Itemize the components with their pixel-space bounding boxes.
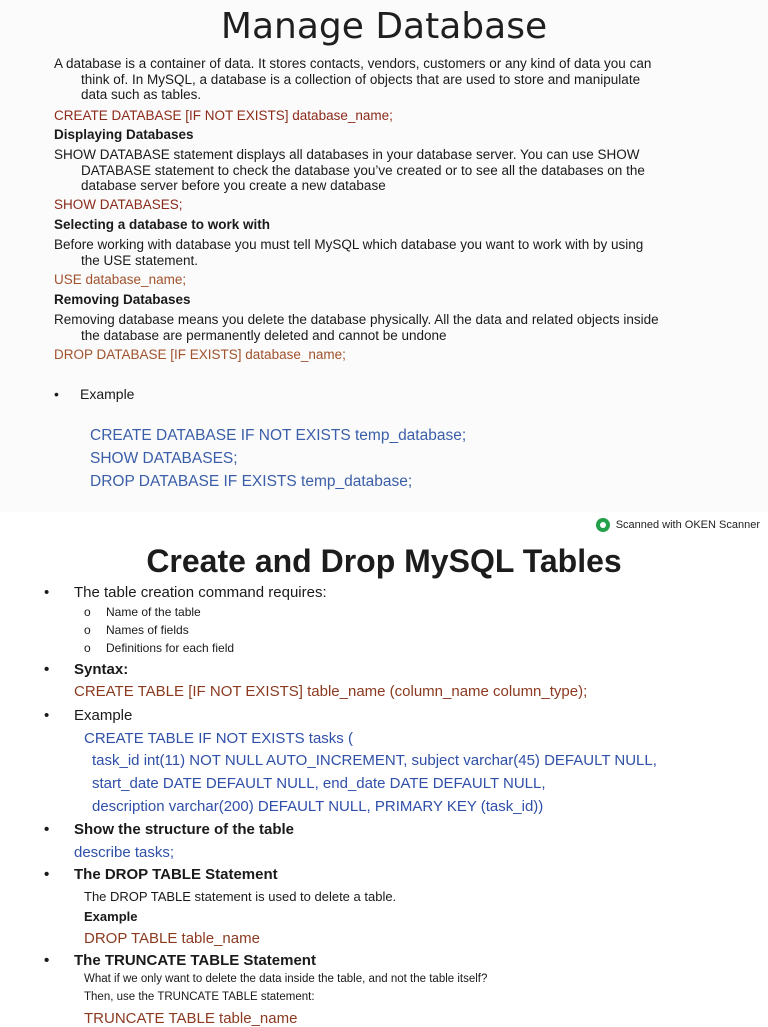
- display-line-3: database server before you create a new database: [81, 178, 386, 193]
- remove-paragraph: [54, 312, 744, 343]
- example-code-line: CREATE TABLE IF NOT EXISTS tasks (: [84, 730, 353, 747]
- requirement-item: o Name of the table: [84, 605, 201, 619]
- heading-displaying-databases: Displaying Databases: [54, 127, 194, 142]
- bullet-icon: •: [44, 707, 50, 724]
- intro-line-2: think of. In MySQL, a database is a collection of objects that are used to store and manipulate: [81, 71, 641, 87]
- example-code-line: description varchar(200) DEFAULT NULL, PRIMARY KEY (task_id)): [92, 798, 544, 815]
- circle-bullet-icon: o: [84, 623, 91, 637]
- drop-database-syntax: DROP DATABASE [IF EXISTS] database_name;: [54, 347, 346, 362]
- structure-label: Show the structure of the table: [74, 821, 295, 838]
- intro-line-1: A database is a container of data. It stores contacts, vendors, customers or any kind of data you can: [54, 56, 652, 71]
- example-label: Example: [80, 386, 135, 402]
- bullet-icon: •: [44, 866, 50, 883]
- bullet-icon: •: [44, 821, 50, 838]
- requirement-item: o Names of fields: [84, 623, 189, 637]
- example-label: Example: [74, 707, 133, 724]
- drop-table-description: The DROP TABLE statement is used to delete a table.: [84, 889, 397, 904]
- scanner-watermark: [596, 518, 760, 532]
- bullet-icon: •: [54, 386, 59, 402]
- truncate-description-line-2: Then, use the TRUNCATE TABLE statement:: [84, 991, 315, 1003]
- scanner-text: Scanned with OKEN Scanner: [615, 519, 760, 531]
- page-title: Manage Database: [220, 6, 548, 47]
- example-code-line: CREATE DATABASE IF NOT EXISTS temp_database;: [90, 427, 467, 444]
- requirements-label: The table creation command requires:: [74, 584, 327, 601]
- show-databases-syntax: SHOW DATABASES;: [54, 197, 183, 212]
- circle-bullet-icon: o: [84, 605, 91, 619]
- drop-table-label: The DROP TABLE Statement: [74, 866, 278, 883]
- heading-removing-databases: Removing Databases: [54, 292, 191, 307]
- intro-paragraph: [54, 56, 744, 103]
- select-line-1: Before working with database you must tell MySQL which database you want to work with by using: [54, 237, 644, 252]
- example-bullet: [54, 386, 134, 402]
- syntax-label: Syntax:: [74, 661, 129, 678]
- remove-line-2: the database are permanently deleted and cannot be undone: [81, 327, 447, 343]
- truncate-table-syntax: TRUNCATE TABLE table_name: [84, 1010, 298, 1027]
- example-code-line: DROP DATABASE IF EXISTS temp_database;: [90, 473, 413, 490]
- requirements-bullet: [44, 584, 327, 601]
- remove-line-1: Removing database means you delete the database physically. All the data and related objects inside: [54, 312, 659, 327]
- truncate-table-bullet: [44, 952, 316, 969]
- describe-line: describe tasks;: [74, 844, 175, 861]
- page-1: [0, 0, 768, 512]
- bullet-icon: •: [44, 584, 50, 601]
- syntax-bullet: [44, 661, 128, 678]
- page-title: Create and Drop MySQL Tables: [146, 543, 622, 579]
- example-code-line: start_date DATE DEFAULT NULL, end_date DATE DEFAULT NULL,: [92, 775, 546, 792]
- page-2: [0, 540, 768, 1027]
- create-database-syntax: CREATE DATABASE [IF NOT EXISTS] database_name;: [54, 108, 393, 123]
- circle-bullet-icon: o: [84, 641, 91, 655]
- scanner-logo-icon: [596, 518, 610, 532]
- use-database-syntax: USE database_name;: [54, 272, 187, 287]
- structure-bullet: [44, 821, 294, 838]
- display-line-1: SHOW DATABASE statement displays all databases in your database server. You can use SHOW: [54, 147, 640, 162]
- example-bullet: [44, 707, 132, 724]
- select-line-2: the USE statement.: [81, 252, 199, 268]
- display-line-2: DATABASE statement to check the database you’ve created or to see all the databases on the: [81, 162, 645, 178]
- display-paragraph: [54, 147, 744, 194]
- intro-line-3: data such as tables.: [81, 87, 202, 102]
- truncate-description-line-1: What if we only want to delete the data inside the table, and not the table itself?: [84, 973, 488, 985]
- drop-table-syntax: DROP TABLE table_name: [84, 930, 260, 947]
- bullet-icon: •: [44, 661, 50, 678]
- truncate-table-label: The TRUNCATE TABLE Statement: [74, 952, 316, 969]
- heading-selecting-database: Selecting a database to work with: [54, 217, 271, 232]
- create-table-syntax: CREATE TABLE [IF NOT EXISTS] table_name (column_name column_type);: [74, 683, 588, 700]
- bullet-icon: •: [44, 952, 50, 969]
- select-paragraph: [54, 237, 744, 268]
- requirement-item: o Definitions for each field: [84, 641, 235, 655]
- drop-table-bullet: [44, 866, 278, 883]
- example-code-line: SHOW DATABASES;: [90, 450, 238, 467]
- example-code-line: task_id int(11) NOT NULL AUTO_INCREMENT, subject varchar(45) DEFAULT NULL,: [92, 752, 657, 769]
- drop-example-label: Example: [84, 909, 138, 924]
